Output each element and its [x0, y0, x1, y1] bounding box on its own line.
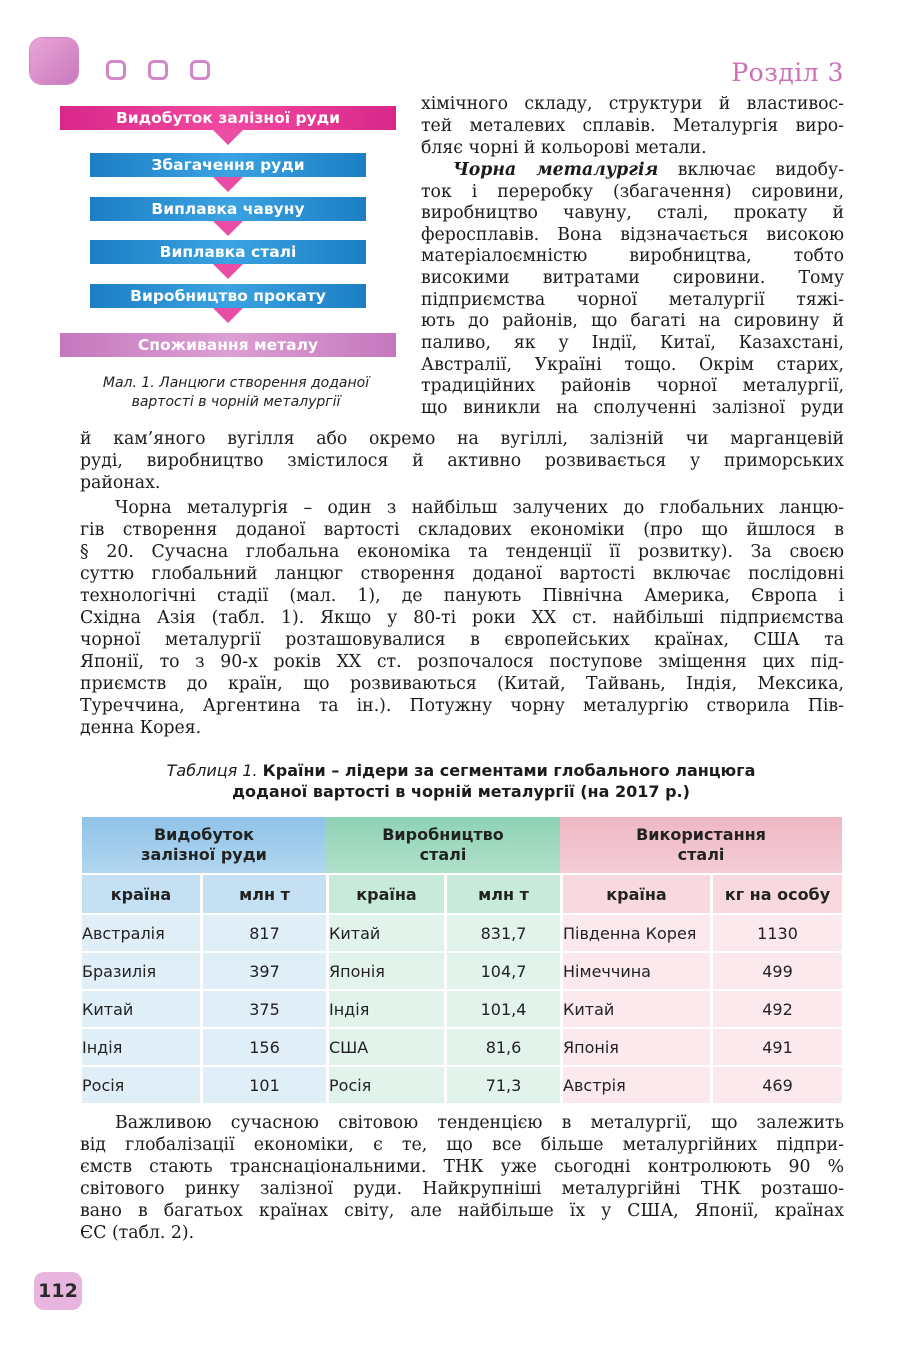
text-line: руді, виробництво змістилося й активно розвивається у приморських [80, 451, 844, 471]
table-cell: 469 [710, 1065, 842, 1103]
text-line: вано в багатьох країнах світу, але найбільше їх у США, Японії, країнах [80, 1201, 844, 1221]
flow-arrow-icon [213, 177, 243, 192]
text-line: тей металевих сплавів. Металургія виро- [421, 116, 844, 136]
table-row [82, 951, 842, 989]
flow-arrow-icon [213, 264, 243, 279]
flow-step-ore-mining: Видобуток залізної руди [60, 106, 396, 130]
text-line: ЄС (табл. 2). [80, 1223, 195, 1243]
table-cell: 101 [200, 1065, 326, 1103]
table-caption-title: Країни – лідери за сегментами глобального ланцюга [262, 761, 756, 780]
group-header-ore-mining: Видобуток залізної руди [82, 817, 326, 873]
table-cell: Бразилія [82, 951, 200, 989]
table-cell: 81,6 [444, 1027, 560, 1065]
column-header-country: країна [326, 873, 444, 913]
text-line: ють до районів, що багаті на сировину й [421, 311, 844, 331]
section-marker-small [190, 60, 210, 80]
table-cell: 397 [200, 951, 326, 989]
table-cell: 104,7 [444, 951, 560, 989]
text-line: приємств до країн, що розвиваються (Китай, Тайвань, Індія, Мексика, [80, 674, 844, 694]
text-line: підприємства чорної металургії тяжі- [421, 290, 844, 310]
table-cell: Японія [560, 1027, 710, 1065]
flow-step-pig-iron: Виплавка чавуну [90, 197, 366, 221]
text-line: високими витратами сировини. Тому [421, 268, 844, 288]
caption-line: Мал. 1. Ланцюги створення доданої [102, 375, 370, 391]
table-cell: Китай [560, 989, 710, 1027]
text-line: ємств стають транснаціональними. ТНК уже сьогодні контролюють 90 % [80, 1157, 844, 1177]
table-cell: Австралія [82, 913, 200, 951]
section-title: Розділ 3 [731, 58, 844, 87]
text-line: хімічного складу, структури й властивос- [421, 94, 844, 114]
section-marker-small [148, 60, 168, 80]
text-line: паливо, як у Індії, Китаї, Казахстані, [421, 333, 844, 353]
table-cell: 156 [200, 1027, 326, 1065]
column-header-country: країна [560, 873, 710, 913]
table-cell: Німеччина [560, 951, 710, 989]
table-cell: 375 [200, 989, 326, 1027]
table-cell: Південна Корея [560, 913, 710, 951]
table-cell: Індія [326, 989, 444, 1027]
text-line: § 20. Сучасна глобальна економіка та тенденції її розвитку). За своєю [80, 542, 844, 562]
text-line: бляє чорні й кольорові метали. [421, 138, 707, 158]
table-cell: США [326, 1027, 444, 1065]
table-cell: Японія [326, 951, 444, 989]
text-line: Австралії, Україні тощо. Окрім старих, [421, 355, 844, 375]
text-line: районах. [80, 473, 161, 493]
flow-arrow-icon [213, 221, 243, 236]
table-cell: Китай [82, 989, 200, 1027]
text-line: світового ринку залізної руди. Найкрупніші металургійні ТНК розташо- [80, 1179, 844, 1199]
page-number: 112 [34, 1272, 82, 1310]
text-line: ток і переробку (збагачення) сировини, [421, 182, 844, 202]
table-row [82, 1065, 842, 1103]
text-line: технологічні стадії (мал. 1), де панують Північна Америка, Європа і [80, 586, 844, 606]
caption-line: вартості в чорній металургії [131, 394, 341, 410]
figure-caption [66, 374, 406, 412]
section-marker-large [30, 38, 78, 84]
flow-step-metal-consumption: Споживання металу [60, 333, 396, 357]
section-marker-small [106, 60, 126, 80]
text-fragment: включає видобу- [658, 160, 844, 180]
flow-step-rolled-products: Виробництво прокату [90, 284, 366, 308]
text-line: денна Корея. [80, 718, 202, 738]
table-row [82, 913, 842, 951]
text-line: Японії, то з 90-х років XX ст. розпочалося поступове зміщення цих під- [80, 652, 844, 672]
flow-arrow-icon [213, 308, 243, 323]
text-line: гів створення доданої вартості складових економіки (про що йшлося в [80, 520, 844, 540]
table-cell: 831,7 [444, 913, 560, 951]
text-line: Чорна металургія – один з найбільш залучених до глобальних ланцю- [115, 498, 844, 518]
text-line: матеріалоємністю виробництва, тобто [421, 246, 844, 266]
column-header-country: країна [82, 873, 200, 913]
table-caption-label: Таблиця 1. [166, 761, 258, 780]
table-cell: 817 [200, 913, 326, 951]
text-line: Східна Азія (табл. 1). Якщо у 80-ті роки XX ст. найбільші підприємства [80, 608, 844, 628]
table-row [82, 989, 842, 1027]
text-line: Туреччина, Аргентина та ін.). Потужну чорну металургію створила Пів- [80, 696, 844, 716]
column-header-unit: кг на особу [710, 873, 842, 913]
table-cell: 492 [710, 989, 842, 1027]
text-line: виробництво чавуну, сталі, прокату й [421, 203, 844, 223]
table-cell: 499 [710, 951, 842, 989]
text-line: й кам’яного вугілля або окремо на вугіллі, залізній чи марганцевій [80, 429, 844, 449]
group-header-steel-use: Використання сталі [560, 817, 842, 873]
table-cell: 1130 [710, 913, 842, 951]
table-cell: 71,3 [444, 1065, 560, 1103]
text-line [453, 160, 844, 182]
table-cell: Росія [82, 1065, 200, 1103]
table-cell: Росія [326, 1065, 444, 1103]
text-line: суттю глобальний ланцюг створення доданої вартості включає послідовні [80, 564, 844, 584]
column-header-unit: млн т [444, 873, 560, 913]
table-caption-title: доданої вартості в чорній металургії (на 2017 р.) [232, 782, 690, 801]
table-cell: Індія [82, 1027, 200, 1065]
text-line: традиційних районів чорної металургії, [421, 376, 844, 396]
flow-step-ore-enrichment: Збагачення руди [90, 153, 366, 177]
text-line: феросплавів. Вона відзначається високою [421, 225, 844, 245]
group-header-steel-production: Виробництво сталі [326, 817, 560, 873]
table-caption [80, 760, 842, 802]
flow-step-steel: Виплавка сталі [90, 240, 366, 264]
text-line: Важливою сучасною світовою тенденцією в металургії, що залежить [115, 1113, 844, 1133]
table-cell: Китай [326, 913, 444, 951]
term-ferrous-metallurgy: Чорна металургія [453, 160, 659, 180]
table-cell: 101,4 [444, 989, 560, 1027]
text-line: що виникли на сполученні залізної руди [421, 398, 844, 418]
column-header-unit: млн т [200, 873, 326, 913]
text-line: від глобалізації економіки, є те, що все більше металургійних підпри- [80, 1135, 844, 1155]
flow-arrow-icon [213, 130, 243, 145]
table-cell: 491 [710, 1027, 842, 1065]
leaders-table [82, 817, 842, 1103]
table-row [82, 1027, 842, 1065]
text-line: чорної металургії розташовувалися в європейських країнах, США та [80, 630, 844, 650]
table-cell: Австрія [560, 1065, 710, 1103]
